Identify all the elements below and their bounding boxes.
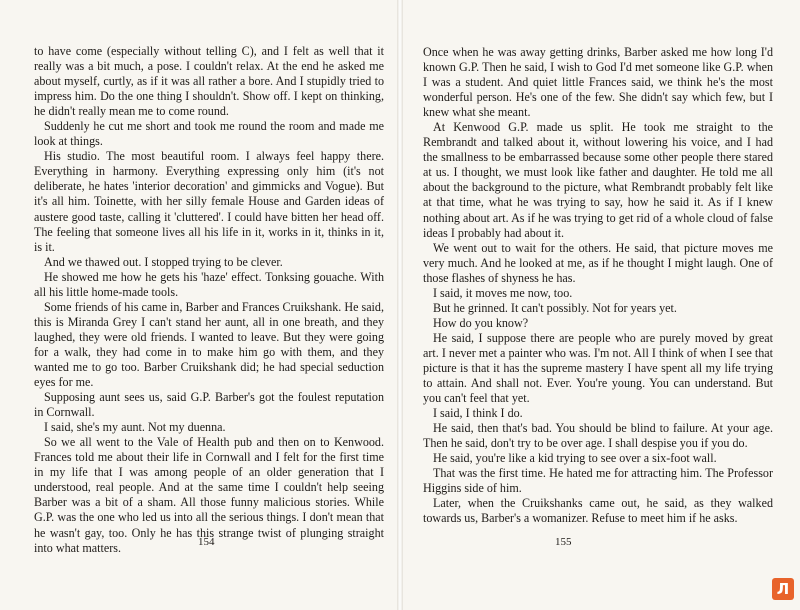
- paragraph: But he grinned. It can't possibly. Not for years yet.: [433, 300, 677, 315]
- paragraph: I said, she's my aunt. Not my duenna.: [44, 420, 226, 435]
- paragraph: Once when he was away getting drinks, Barber asked me how long I'd known G.P. Then he said, I wish to God I'd met someone like G.P. when I was a student. And quiet little Frances said, we think he's the most wonderful person. He's one of the few. She didn't say which few, but I knew what she meant.: [423, 45, 773, 120]
- paragraph: So we all went to the Vale of Health pub and then on to Kenwood. Frances told me about their life in Cornwall and I felt for the first time in my life that I was among people of an older generation that I understood, real people. And at the same time I couldn't help seeing Barber was a bit of a sham. All those funny malicious stories. While G.P. was the one who led us into all the serious things. I don't mean that he wasn't gay, too. Only he has this strange twist of plunging straight into what matters.: [34, 435, 384, 555]
- paragraph: At Kenwood G.P. made us split. He took me straight to the Rembrandt and talked about it, without lowering his voice, and I had the smallness to be embarrassed because some other people there stared at us. I thought, we must look like father and daughter. He told me all about the background to the picture, what Rembrandt probably felt like at that time, what he was trying to say, how he said it. As if I knew nothing about art. As if he was trying to get rid of a whole cloud of false ideas I probably had about it.: [423, 120, 773, 240]
- left-page-body: [34, 44, 384, 556]
- paragraph: I said, it moves me now, too.: [433, 285, 573, 300]
- paragraph: His studio. The most beautiful room. I always feel happy there. Everything in harmony. Everything expressing only him (it's not deliberate, he hates 'interior decoration' and gimmicks and Vogue). But it's all him. Toinette, with her silly female House and Garden ideas of austere good taste, calling it 'cluttered'. I could have bitten her head off. The feeling that someone lives all his life in it, works in it, thinks in it, is it.: [34, 149, 384, 254]
- paragraph: How do you know?: [433, 315, 529, 330]
- right-page-body: [423, 45, 773, 527]
- page-number: 155: [555, 536, 572, 548]
- paragraph: Supposing aunt sees us, said G.P. Barber's got the foulest reputation in Cornwall.: [34, 390, 384, 420]
- page-number: 154: [198, 536, 215, 548]
- right-page: [403, 0, 800, 610]
- paragraph: He said, then that's bad. You should be blind to failure. At your age. Then he said, don't try to be over age. I shall despise you if you do.: [423, 421, 773, 451]
- paragraph: He showed me how he gets his 'haze' effect. Tonksing gouache. With all his little home-made tools.: [34, 269, 384, 299]
- paragraph: That was the first time. He hated me for attracting him. The Professor Higgins side of him.: [423, 466, 773, 496]
- paragraph: I said, I think I do.: [433, 406, 523, 421]
- paragraph: We went out to wait for the others. He said, that picture moves me very much. And he looked at me, as if he thought I might laugh. One of those flashes of shyness he has.: [423, 240, 773, 285]
- paragraph: Some friends of his came in, Barber and Frances Cruikshank. He said, this is Miranda Grey I can't stand her aunt, all in one breath, and they laughed, they were old friends. I wanted to leave. But they were going for a walk, they had come in to make him go with them, and they wanted me to go too. Barber Cruikshank did; he had special seduction eyes for me.: [34, 299, 384, 390]
- publisher-badge: Л: [772, 578, 794, 600]
- paragraph: Suddenly he cut me short and took me round the room and made me look at things.: [34, 119, 384, 149]
- paragraph: He said, I suppose there are people who are purely moved by great art. I never met a painter who was. I'm not. All I think of when I see that picture is that it has the supreme mastery I have spent all my life trying to attain. And shall not. Ever. You're young. You can understand. But you can't feel that yet.: [423, 330, 773, 406]
- paragraph: And we thawed out. I stopped trying to be clever.: [44, 254, 283, 269]
- left-page: [0, 0, 397, 610]
- paragraph: to have come (especially without telling C), and I felt as well that it really was a bit much, a pose. I couldn't relax. At the end he asked me about myself, curtly, as if it was all rather a bore. And I stupidly tried to impress him. Do the one thing I shouldn't. Show off. I kept on thinking, he didn't really mean me to come round.: [34, 44, 384, 119]
- paragraph: Later, when the Cruikshanks came out, he said, as they walked towards us, Barber's a womanizer. Refuse to meet him if he asks.: [423, 496, 773, 526]
- paragraph: He said, you're like a kid trying to see over a six-foot wall.: [433, 451, 717, 466]
